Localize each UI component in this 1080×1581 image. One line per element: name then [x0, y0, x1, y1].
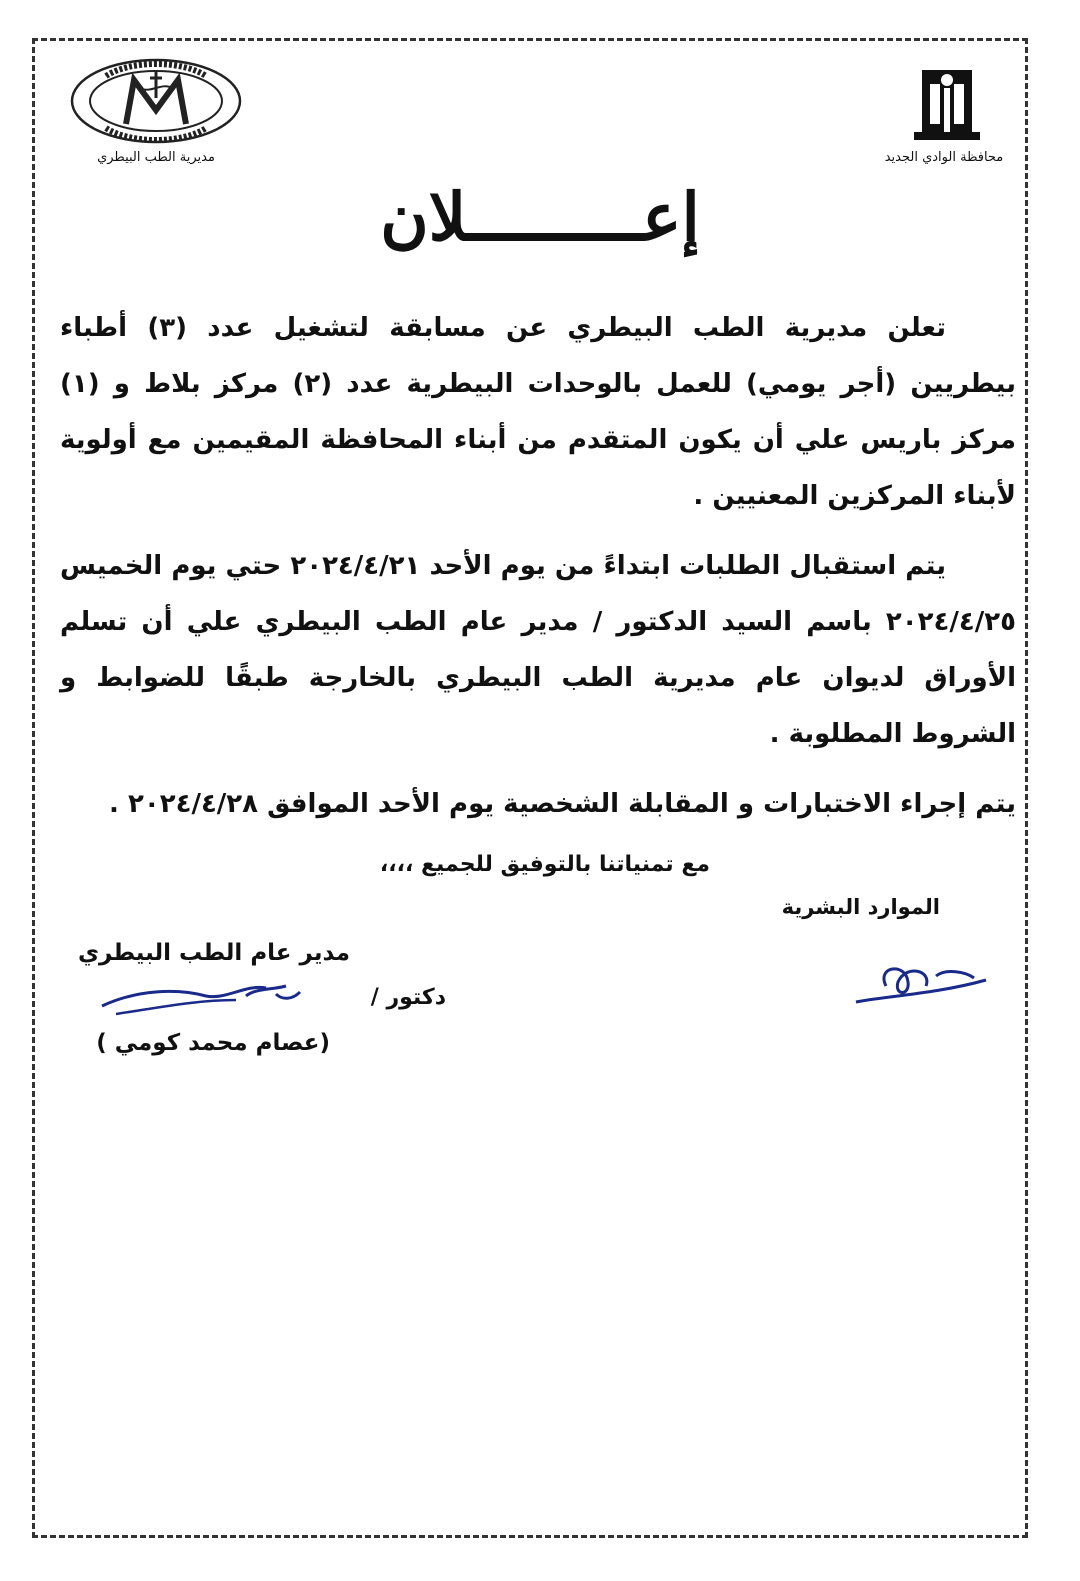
director-name: (عصام محمد كومي )	[96, 1030, 330, 1056]
announcement-body	[60, 300, 1016, 832]
left-logo-caption: مديرية الطب البيطري	[97, 150, 215, 165]
paragraph-applications: يتم استقبال الطلبات ابتداءً من يوم الأحد ٢٠٢٤/٤/٢١ حتي يوم الخميس ٢٠٢٤/٤/٢٥ باسم السيد الدكتور / مدير عام الطب البيطري علي أن تسلم الأوراق لديوان عام مديرية الطب البيطري بالخارجة طبقًا للضوابط و الشروط المطلوبة .	[60, 551, 1016, 749]
veterinary-directorate-logo	[70, 58, 242, 144]
hr-signature-label: الموارد البشرية	[781, 895, 940, 919]
director-signature	[96, 970, 306, 1030]
announcement-title: إعـــــــــلان	[380, 178, 700, 256]
hr-signature	[846, 946, 996, 1016]
new-valley-governorate-logo	[912, 66, 982, 144]
paragraph-interview: يتم إجراء الاختبارات و المقابلة الشخصية يوم الأحد الموافق ٢٠٢٤/٤/٢٨ .	[109, 789, 1016, 819]
right-logo-caption: محافظة الوادي الجديد	[884, 150, 1004, 165]
director-general-title: مدير عام الطب البيطري	[77, 940, 350, 966]
director-prefix: دكتور /	[370, 985, 446, 1010]
closing-line: مع تمنياتنا بالتوفيق للجميع ،،،،	[379, 852, 710, 877]
paragraph-competition: تعلن مديرية الطب البيطري عن مسابقة لتشغيل عدد (٣) أطباء بيطريين (أجر يومي) للعمل بالوحدات البيطرية عدد (٢) مركز بلاط و (١) مركز باريس علي أن يكون المتقدم من أبناء المحافظة المقيمين مع أولوية لأبناء المركزين المعنيين .	[60, 313, 1016, 511]
